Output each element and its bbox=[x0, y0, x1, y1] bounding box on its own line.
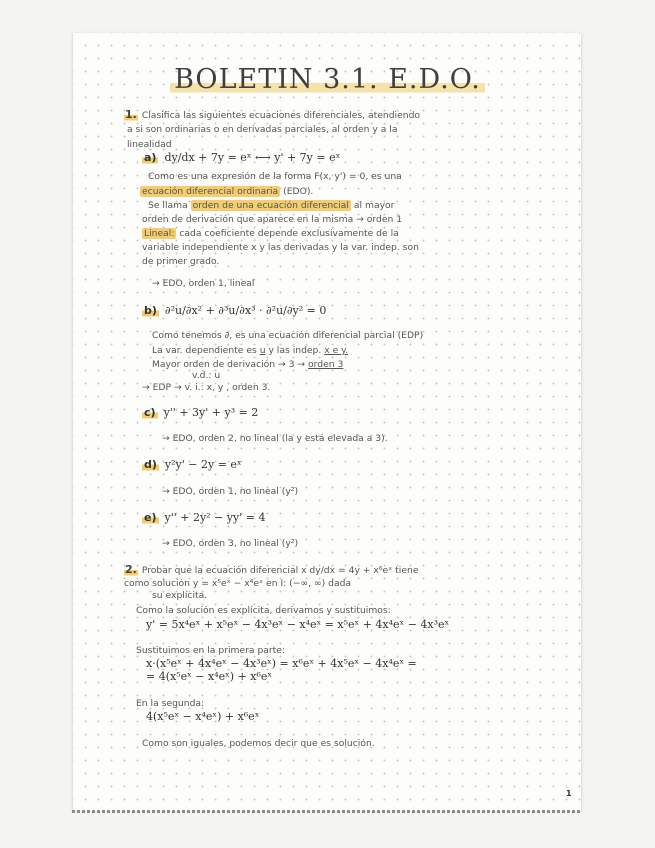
item-a-text-2: ecuación diferencial ordinaria (EDO). bbox=[142, 186, 314, 197]
item-a-result: → EDO, orden 1, lineal bbox=[152, 278, 255, 289]
item-b-text-2: La var. dependiente es u y las indep. x e y. bbox=[152, 345, 349, 356]
item-a-text-6: variable independiente x y las derivadas y la var. indep. son bbox=[142, 242, 419, 253]
exercise-2-statement-line-3: su explícita. bbox=[152, 590, 208, 601]
page-title: BOLETIN 3.1. E.D.O. bbox=[0, 64, 655, 95]
item-b-text-3: Mayor orden de derivación → 3 → orden 3 bbox=[152, 359, 344, 370]
exercise-1-statement-line-1: 1. Clasifica las siguientes ecuaciones diferenciales, atendiendo bbox=[125, 108, 421, 121]
exercise-2-statement-line-2: como solución y = x⁵eˣ − x⁴eˣ en I: (−∞, ∞) dada bbox=[124, 578, 352, 589]
order-3-underlined: orden 3 bbox=[308, 359, 344, 370]
exercise-2-second-part: 4(x⁵eˣ − x⁴eˣ) + x⁶eˣ bbox=[146, 710, 260, 723]
exercise-2-text-3: En la segunda: bbox=[136, 698, 205, 709]
item-c-label: c) bbox=[144, 406, 156, 419]
exercise-2-substitution-2: = 4(x⁵eˣ − x⁴eˣ) + x⁶eˣ bbox=[146, 670, 273, 683]
exercise-2-statement-line-1: 2. Probar que la ecuación diferencial x dy/dx = 4y + x⁶eˣ tiene bbox=[125, 563, 419, 576]
item-d-label: d) bbox=[144, 458, 157, 471]
exercise-2-text-1: Como la solución es explícita, derivamos y sustituimos: bbox=[136, 605, 391, 616]
exercise-1-statement-line-3: linealidad bbox=[127, 139, 172, 150]
exercise-1-statement-line-2: a si son ordinarias o en derivadas parciales, al orden y a la bbox=[127, 124, 398, 135]
item-d-result: → EDO, orden 1, no lineal (y²) bbox=[162, 486, 299, 497]
item-a-equation: a) dy/dx + 7y = eˣ ⟷ y' + 7y = eˣ bbox=[144, 151, 341, 164]
exercise-2-number: 2. bbox=[125, 563, 137, 576]
item-a-text-1: Como es una expresión de la forma F(x, y') = 0, es una bbox=[148, 171, 402, 182]
item-a-text-7: de primer grado. bbox=[142, 256, 220, 267]
exercise-2-conclusion: Como son iguales, podemos decir que es solución. bbox=[142, 738, 375, 749]
page-binding bbox=[72, 810, 580, 813]
item-b-text-1: Como tenemos ∂, es una ecuación diferencial parcial (EDP) bbox=[152, 330, 424, 341]
item-a-text-5: Lineal: cada coeficiente depende exclusivamente de la bbox=[144, 228, 399, 239]
item-e-result: → EDO, orden 3, no lineal (y²) bbox=[162, 538, 299, 549]
item-e-label: e) bbox=[144, 511, 157, 524]
exercise-1-number: 1. bbox=[125, 108, 137, 121]
page-number: 1 bbox=[566, 789, 572, 798]
item-a-text-4: orden de derivación que aparece en la misma → orden 1 bbox=[142, 214, 403, 225]
item-b-equation: b) ∂²u/∂x² + ∂³u/∂x³ · ∂²u/∂y² = 0 bbox=[144, 304, 327, 317]
item-b-label: b) bbox=[144, 304, 157, 317]
item-b-vd: v.d.: u bbox=[192, 370, 221, 381]
item-c-result: → EDO, orden 2, no lineal (la y está elevada a 3). bbox=[162, 433, 388, 444]
exercise-2-text-2: Sustituimos en la primera parte: bbox=[136, 645, 286, 656]
highlight-order-definition: orden de una ecuación diferencial bbox=[192, 200, 349, 211]
item-c-equation: c) y'' + 3y' + y³ = 2 bbox=[144, 406, 259, 419]
item-e-equation: e) y'' + 2y² − yy' = 4 bbox=[144, 511, 266, 524]
dependent-variable: u bbox=[259, 345, 266, 356]
exercise-2-substitution-1: x·(x⁵eˣ + 4x⁴eˣ − 4x³eˣ) = x⁶eˣ + 4x⁵eˣ − 4x⁴eˣ = bbox=[146, 657, 417, 670]
highlight-linear: Lineal: bbox=[144, 228, 175, 239]
item-b-result: → EDP → v. i.: x, y , orden 3. bbox=[142, 382, 271, 393]
item-d-equation: d) y²y' − 2y = eˣ bbox=[144, 458, 242, 471]
item-a-label: a) bbox=[144, 151, 157, 164]
item-a-text-3: Se llama orden de una ecuación diferencial al mayor bbox=[148, 200, 395, 211]
highlight-ordinary-equation: ecuación diferencial ordinaria bbox=[142, 186, 279, 197]
independent-variables: x e y. bbox=[324, 345, 349, 356]
exercise-2-derivative: y' = 5x⁴eˣ + x⁵eˣ − 4x³eˣ − x⁴eˣ = x⁵eˣ + 4x⁴eˣ − 4x³eˣ bbox=[146, 618, 450, 631]
